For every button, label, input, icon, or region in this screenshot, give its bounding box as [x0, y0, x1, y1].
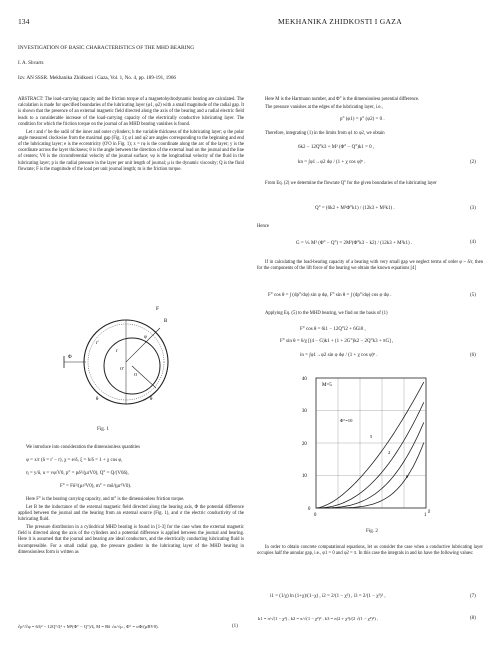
figure-1-caption: Fig. 1	[97, 426, 109, 432]
paragraph: Let r and r' be the radii of the inner and outer cylinders; h the variable thickness of the lubricating layer; φ the polar angle measured clockwise from the maximal gap (Fig. 1); φ1 and φ2 are angles corresponding to the beginning and end of the lubricating layer; e is the eccentricity (O'O in Fig. 1); x = rφ is the coordinate along the arc of the layer; y is the coordinate across the layer thickness; θ is the angle between the direction of the external load on the journal and the line of centers; V0 is the circumferential velocity of the journal surface; vφ is the longitudinal velocity of the fluid in the lubricating layer; p is the radial pressure in the layer per unit length of journal; μ is the dynamic viscosity; Q is the fluid flowrate; F is the magnitude of the load per unit journal length; m is the friction torque.	[18, 129, 244, 172]
left-column-text	[18, 97, 244, 175]
right-column-text-5	[257, 311, 483, 319]
grid-lines	[316, 378, 426, 508]
fig1-label-r-prime: r'	[96, 341, 99, 346]
right-column-hence	[257, 224, 483, 232]
curve-label: 5	[370, 434, 373, 439]
article-citation: Izv. AN SSSR. Mekhanika Zhidkosti i Gaza, Vol. 1, No. 4, pp. 189-191, 1966	[18, 75, 176, 81]
equation-6-line-3: in = ∫φ1→φ2 sin φ dφ / (1 + χ cos φ)ⁿ .	[300, 353, 378, 358]
fig1-label-B: B	[164, 319, 168, 324]
fig1-label-F: F	[156, 306, 160, 312]
paragraph: Here M is the Hartmann number, and Φ° is the dimensionless potential difference.	[265, 97, 420, 102]
equation-5: F° cos θ = ∫ (dp°/dφ) sin φ dφ, F° sin θ = ∫ (dp°/dφ) cos φ dφ .	[268, 293, 392, 298]
equation-3-number: (3)	[470, 206, 476, 211]
figure-2-caption: Fig. 2	[366, 528, 378, 534]
x-tick-label: 1	[424, 513, 427, 518]
paragraph: The pressure distribution in a cylindrical MHD bearing is found in [1-3] for the case when the external magnetic field is directed along the axis of the cylinders and a potential difference is applied between the journal and bearing. Here it is assumed that the journal and bearing are ideal conductors, and the electrically conducting lubricating fluid is incompressible. For a small radial gap, the pressure gradient in the lubricating layer of the MHD bearing in dimensionless form is written as	[18, 525, 244, 555]
equation-6-number: (6)	[470, 353, 476, 358]
y-tick-label: 30	[302, 409, 307, 414]
equation-8: k1 = π/√(1 − χ²) , k2 = π/√(1 − χ²)³ , k3 = π(2 + χ²)/(2 √(1 − χ²)⁵) ,	[258, 616, 379, 621]
dimensionless-row-2: η = y/δ, u = vφ/V0, p° = pδ²/(μrV0), Q° = Q/(V0δ),	[26, 471, 129, 476]
right-column-text-6	[257, 545, 483, 559]
dimensionless-row-3: F° = Fδ²/(μr²V0), m° = mδ/(μr²V0).	[60, 484, 132, 489]
fig1-label-Phi: Φ	[68, 355, 72, 360]
equation-3: Q° = (6k2 + M²Φ°k1) / (12k3 + M²k1) .	[315, 206, 395, 211]
x-axis-label: χ	[428, 509, 431, 514]
legend-text: M=5	[322, 383, 332, 388]
y-tick-label: 0	[308, 507, 311, 512]
paragraph: We introduce into consideration the dimensionless quantities	[26, 445, 140, 450]
equation-edges: p° (φ1) = p° (φ2) = 0 .	[340, 117, 385, 122]
equation-4-number: (4)	[470, 240, 476, 245]
article-author: I. A. Shvarts	[18, 60, 44, 66]
equation-2-line-1: 6k2 − 12Q°k3 + M² (Φ° − Q°)k1 = 0 ,	[298, 145, 375, 150]
equation-1: ∂p°/∂φ = 6/ξ² − 12Q°/ξ³ + M²(Φ° − Q°)/ξ, M = Bδ √σ/√μ , Φ° = σΦ/(μBV0).	[18, 624, 159, 629]
radius-line	[126, 328, 160, 362]
paragraph: Let B be the inductance of the external magnetic field directed along the bearing axis, Φ the potential difference applied between the journal and the bearing from an external source (Fig. 1), and σ the electric conductivity of the lubricating fluid.	[18, 504, 244, 523]
article-title: INVESTIGATION OF BASIC CHARACTERISTICS OF THE MHD BEARING	[18, 45, 195, 51]
curve-label: Φ°=10	[340, 418, 353, 423]
abstract: ABSTRACT: The load-carrying capacity and the friction torque of a magnetohydrodynamic bearing are calculated. The calculation is made for specified boundaries of the lubricating layer (φ1, φ2) with a small magnitude of the radial gap. It is shown that the presence of an external magnetic field directed along the axis of the bearing and a radial electric field leads to a considerable increase of the load-carrying capacity of the electrically conductive lubricating layer. The condition for which the friction torque on the journal of an MHD bearing vanishes is found.	[18, 97, 244, 127]
paragraph: From Eq. (2) we determine the flowrate Q° for the given boundaries of the lubricating layer	[265, 181, 437, 186]
fig2-curve	[316, 382, 424, 508]
paragraph: Hence	[257, 224, 269, 229]
y-tick-label: 20	[302, 442, 307, 447]
right-column-top-text	[257, 97, 483, 113]
dimensionless-intro	[18, 445, 244, 453]
figure-1	[60, 300, 210, 418]
paragraph: The pressure vanishes at the edges of the lubricating layer, i.e.,	[265, 104, 383, 110]
paragraph: Here F° is the bearing carrying capacity, and m° is the dimensionless friction torque.	[26, 497, 185, 502]
equation-5-number: (5)	[470, 293, 476, 298]
fig1-label-theta: θ	[150, 397, 153, 402]
curve-label: 0	[406, 474, 409, 479]
curves-group	[316, 382, 424, 508]
paragraph: Therefore, integrating (1) in the limits from φ1 to φ2, we obtain	[265, 131, 385, 136]
curve-label: 2	[388, 450, 391, 455]
equation-7: i1 = (1/χ) ln (1+χ)/(1−χ) , i2 = 2/(1 − χ²) , i3 = 2/(1 − χ²)² ,	[270, 594, 386, 599]
equation-1-number: (1)	[232, 624, 238, 629]
fig1-label-theta-2: θ	[96, 397, 99, 402]
paragraph: Applying Eq. (5) to the MHD bearing, we find on the basis of (1)	[265, 311, 388, 316]
page-number: 134	[18, 17, 30, 26]
right-column-text-2	[257, 131, 483, 139]
load-direction-line	[132, 366, 156, 388]
x-tick-label: 0	[314, 513, 317, 518]
paragraph: In order to obtain concrete computational equations, let us consider the case when a conductive lubricating layer occupies half the annular gap, i.e., φ1 = 0 and φ2 = π. In this case the integrals in and kn have the following values:	[257, 545, 483, 557]
fig1-label-O: O	[134, 372, 138, 377]
equation-6-line-1: F° cos θ = 6i1 − 12Q°i2 + 6Gi0 ,	[300, 327, 366, 332]
equation-2-number: (2)	[470, 160, 476, 165]
equation-6-line-2: F° sin θ = 6/χ [(4 − G)k1 + (1 + 2G°)k2 − 2Q°k3 + πG] ,	[280, 339, 394, 344]
y-tick-label: 40	[302, 377, 307, 382]
right-column-text-3	[257, 181, 483, 189]
figure-2	[300, 370, 440, 530]
y-tick-label: 10	[302, 474, 307, 479]
journal-name: MEKHANIKA ZHIDKOSTI I GAZA	[278, 17, 403, 26]
equation-7-number: (7)	[470, 594, 476, 599]
equation-8-number: (8)	[470, 616, 476, 621]
equation-2-line-2: kn = ∫φ1→φ2 dφ / (1 + χ cos φ)ⁿ .	[298, 160, 366, 165]
right-column-text-4	[257, 260, 483, 274]
fig1-label-O-prime: O'	[120, 366, 125, 371]
paragraph: If in calculating the load-bearing capacity of a bearing with very small gap we neglect terms of order φ ~ δ/r, then for the components of the lift force of the bearing we obtain the known equations [4]	[257, 260, 483, 272]
left-column-lower-text	[18, 497, 244, 558]
dimensionless-row-1: φ = x/r (δ = r' − r), χ = e/δ, ξ = h/δ = 1 + χ cos φ,	[26, 458, 123, 463]
fig1-label-r: r	[116, 349, 118, 354]
fig1-label-phi: φ	[144, 335, 147, 340]
equation-4: G = ⅙ M² (Φ° − Q°) = 2M²(Φ°k3 − k2) / (12k3 + M²k1) .	[296, 241, 413, 246]
